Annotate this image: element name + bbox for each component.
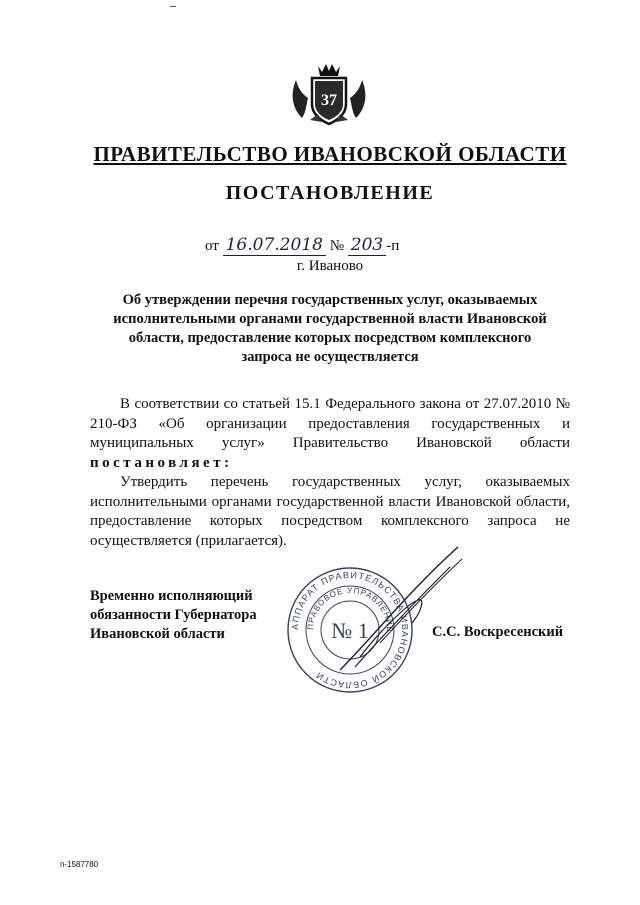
stamp-ring-text: АППАРАТ ПРАВИТЕЛЬСТВА ИВАНОВСКОЙ ОБЛАСТИ	[289, 569, 411, 691]
document-date: 16.07.2018	[223, 235, 326, 256]
date-prefix: от	[205, 238, 219, 254]
preamble: В соответствии со статьей 15.1 Федерального закона от 27.07.2010 № 210-ФЗ «Об организации предоставления государственных и муниципальных услуг» Правительство Ивановской области	[90, 396, 570, 451]
stamp-inner-text: ПРАВОВОЕ УПРАВЛЕНИЕ	[305, 585, 395, 633]
coat-of-arms-icon	[288, 58, 370, 128]
handwritten-signature	[300, 545, 470, 675]
stamp-center: № 1	[331, 618, 369, 643]
government-title: ПРАВИТЕЛЬСТВО ИВАНОВСКОЙ ОБЛАСТИ	[93, 142, 567, 166]
signer-title-line: Временно исполняющий	[90, 588, 253, 604]
number-suffix: -п	[386, 238, 400, 254]
document-number: 203	[348, 235, 386, 256]
number-sign: №	[329, 238, 345, 254]
document-subject: Об утверждении перечня государственных услуг, оказываемых исполнительными органами государственной власти Ивановской области, предоставление которых посредством комплексного запроса не осуществляется	[113, 292, 547, 365]
signer-title-line: обязанности Губернатора	[90, 607, 257, 623]
signer-name: С.С. Воскресенский	[432, 624, 564, 640]
city: г. Иваново	[296, 258, 364, 274]
resolution: Утвердить перечень государственных услуг, оказываемых исполнительными органами государственной власти Ивановской области, предоставление которых посредством комплексного запроса не осуществляется (прилагается).	[90, 474, 570, 549]
document-type: ПОСТАНОВЛЕНИЕ	[225, 182, 435, 204]
document-code: п-1587780	[60, 860, 99, 869]
decree-word: постановляет:	[90, 454, 233, 471]
signer-title	[90, 587, 290, 644]
scan-mark	[170, 6, 176, 7]
signer-title-line: Ивановской области	[90, 626, 225, 642]
document-body	[90, 395, 570, 551]
date-number-line	[205, 235, 505, 255]
crest-text: 37	[321, 92, 337, 109]
